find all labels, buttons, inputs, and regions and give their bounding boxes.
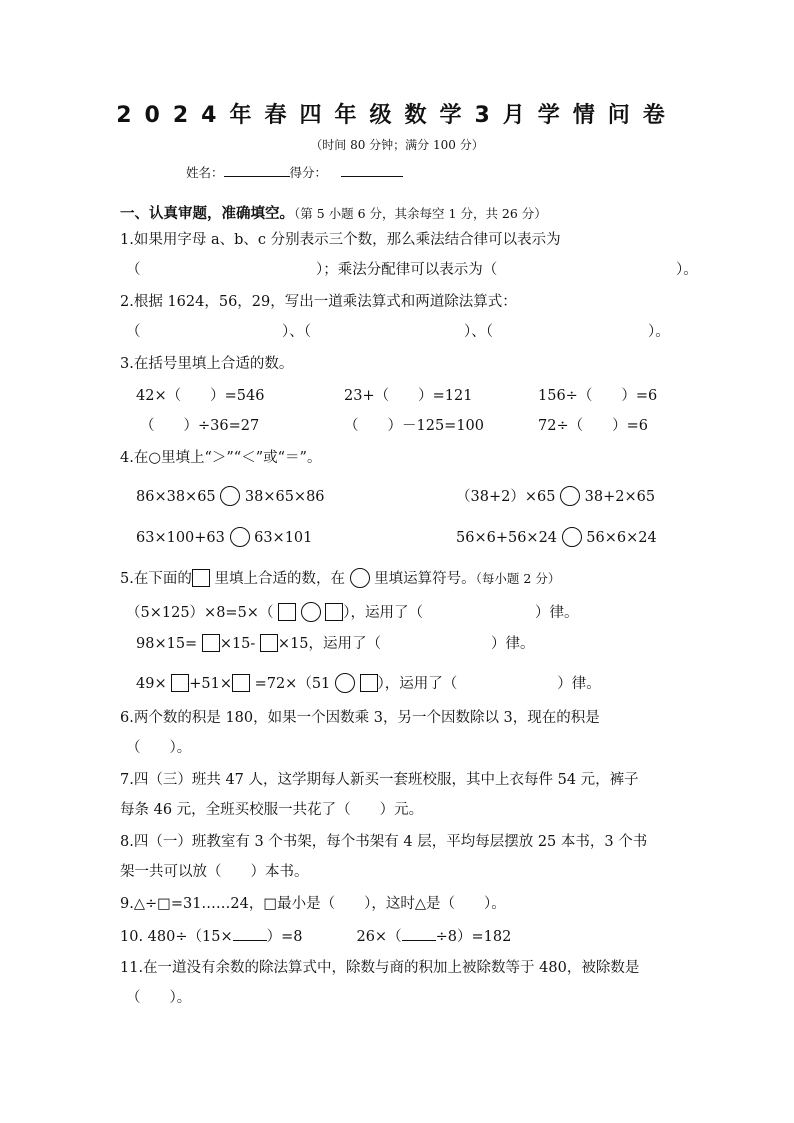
q5-r1-text-b: ），运用了（ [343,605,424,621]
q4-line1: 4.在○里填上“＞”“＜”或“＝”。 [120,450,322,466]
q7-line1: 7.四（三）班共 47 人，这学期每人新买一套班校服，其中上衣每件 54 元，裤子 [120,772,639,788]
q5-r2-text-c: ×15，运用了（ [277,636,382,652]
compare-circle[interactable] [560,486,580,506]
score-blank[interactable] [341,162,403,177]
q4-compare-d [456,527,657,548]
square-box-icon [192,569,210,587]
q4-d-right: 56×6×24 [586,530,657,546]
operator-circle[interactable] [301,602,321,622]
name-blank[interactable] [224,162,290,177]
score-label: 得分： [289,165,328,180]
q8-line2: 架一共可以放（ ）本书。 [120,864,309,880]
q8-line1: 8.四（一）班教室有 3 个书架，每个书架有 4 层，平均每层摆放 25 本书，3 个书 [120,834,648,850]
q2-paren-4: ）。 [648,324,670,340]
q5-r3-text-c: =72×（51 [254,676,331,692]
q4-compare-a [136,486,325,507]
q11-line2: （ ）。 [126,990,192,1006]
section-1 [120,202,547,223]
q3-item-b: 23+（ ）=121 [344,388,473,404]
circle-icon [350,568,370,588]
answer-square[interactable] [232,674,250,692]
q5-r1-text-a: （5×125）×8=5×（ [126,605,274,621]
q5-row2 [136,634,535,654]
q5-text-a: 5.在下面的 [120,571,192,587]
q5-r3-text-b: +51× [189,676,232,692]
answer-square[interactable] [325,603,343,621]
section-heading: 一、认真审题，准确填空。 [120,206,294,222]
q10-b-left: 26×（ [356,929,402,945]
q4-compare-b [456,486,655,507]
q4-b-left: （38+2）×65 [456,489,556,505]
q10-b-right: ÷8）=182 [435,929,512,945]
q4-c-left: 63×100+63 [136,530,225,546]
q3-item-f: 72÷（ ）=6 [538,418,648,434]
q10-a-right: ）=8 [266,929,303,945]
q5-r2-text-d: ）律。 [491,636,535,652]
q11-line1: 11.在一道没有余数的除法算式中，除数与商的积加上被除数等于 480，被除数是 [120,960,640,976]
q5-text-c: 里填运算符号。 [374,571,476,587]
q6-line1: 6.两个数的积是 180，如果一个因数乘 3，另一个因数除以 3，现在的积是 [120,710,600,726]
q4-d-left: 56×6+56×24 [456,530,558,546]
answer-square[interactable] [278,603,296,621]
q10-blank-1[interactable] [233,926,267,941]
q5-note: （每小题 2 分） [475,571,561,586]
q4-compare-c [136,527,312,548]
q5-r2-text-a: 98×15= [136,636,198,652]
q2-paren-3: ）、（ [464,324,493,340]
q4-a-right: 38×65×86 [244,489,325,505]
q5-row3 [136,673,601,694]
q7-line2: 每条 46 元，全班买校服一共花了（ ）元。 [120,802,424,818]
answer-square[interactable] [260,634,278,652]
q3-item-e: （ ）－125=100 [344,418,485,434]
operator-circle[interactable] [335,673,355,693]
q6-line2: （ ）。 [126,740,192,756]
q3-item-d: （ ）÷36=27 [140,418,260,434]
name-label: 姓名： [186,165,224,180]
q4-a-left: 86×38×65 [136,489,216,505]
student-info [186,162,403,181]
q4-b-right: 38+2×65 [584,489,656,505]
q1-line2: ）；乘法分配律可以表示为（ [316,262,498,278]
q5-r3-text-e: ）律。 [557,676,601,692]
q5-r3-text-d: ），运用了（ [377,676,458,692]
q1-line2-end: ）。 [676,262,698,278]
compare-circle[interactable] [230,527,250,547]
q2-line1: 2.根据 1624，56，29，写出一道乘法算式和两道除法算式： [120,294,517,310]
q5-r1-text-c: ）律。 [535,605,579,621]
q5-row1 [126,602,579,623]
compare-circle[interactable] [220,486,240,506]
q5-line1 [120,568,560,589]
q5-r2-text-b: ×15- [219,636,256,652]
q10-blank-2[interactable] [402,926,436,941]
q9-line1: 9.△÷□=31……24，□最小是（ ），这时△是（ ）。 [120,896,506,912]
q2-paren-1: （ [126,324,141,340]
q5-text-b: 里填上合适的数，在 [214,571,345,587]
answer-square[interactable] [360,674,378,692]
q3-item-c: 156÷（ ）=6 [538,388,658,404]
q5-r3-text-a: 49× [136,676,167,692]
q1-answer-paren: （ [126,262,141,278]
section-note: （第 5 小题 6 分，其余每空 1 分，共 26 分） [294,206,547,221]
q4-c-right: 63×101 [254,530,313,546]
answer-square[interactable] [202,634,220,652]
compare-circle[interactable] [562,527,582,547]
answer-square[interactable] [171,674,189,692]
q3-item-a: 42×（ ）=546 [136,388,265,404]
q1-line1: 1.如果用字母 a、b、c 分别表示三个数，那么乘法结合律可以表示为 [120,232,561,248]
q2-paren-2: ）、（ [282,324,311,340]
page-title: 2024年春四年级数学3月学情问卷 [116,103,678,128]
q10-a-left: 10. 480÷（15× [120,929,233,945]
page-subtitle: （时间 80 分钟；满分 100 分） [310,138,484,152]
q10-line1 [120,926,511,947]
q3-line1: 3.在括号里填上合适的数。 [120,356,294,372]
